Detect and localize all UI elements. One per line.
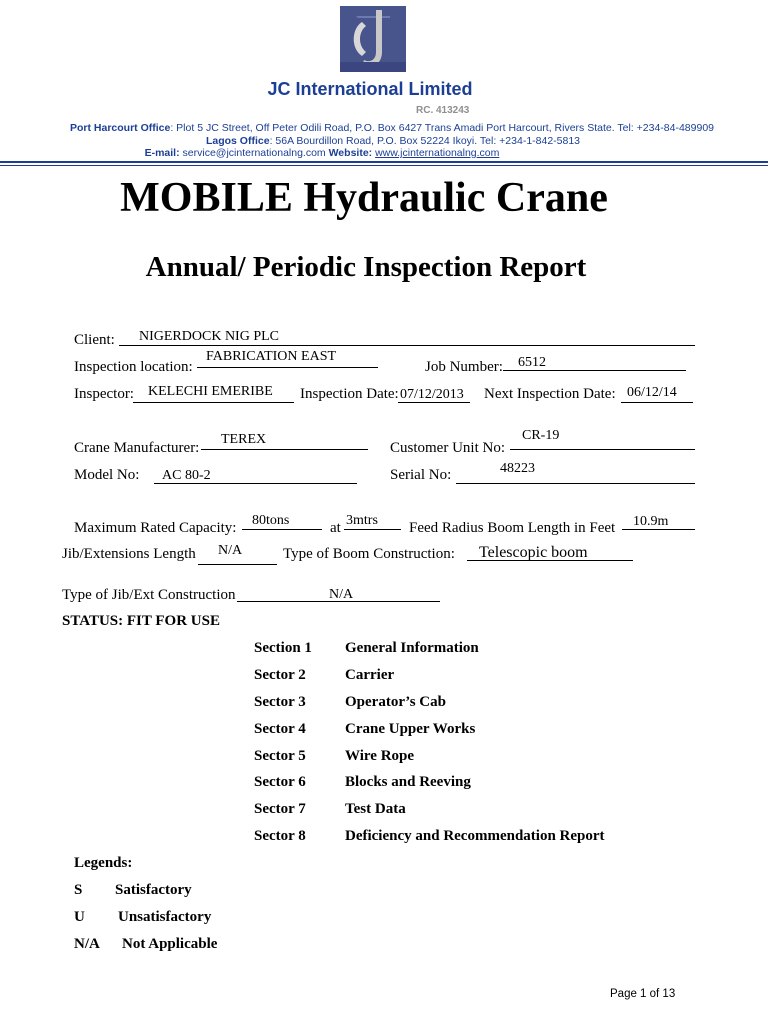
lagos-label: Lagos Office xyxy=(205,135,270,147)
header-rule-thin xyxy=(0,165,768,166)
model-label: Model No: xyxy=(74,467,140,483)
email-label: E-mail: xyxy=(144,147,183,159)
inspector-underline xyxy=(133,402,294,403)
feed-radius-label: Feed Radius Boom Length in Feet xyxy=(409,520,616,536)
email-link[interactable]: service@jcinternationalng.com xyxy=(182,147,326,159)
website-link[interactable]: www.jcinternationalng.com xyxy=(375,147,500,159)
legend-code: S xyxy=(74,882,83,898)
customer-unit-value[interactable]: CR-19 xyxy=(522,428,560,443)
section-name: Blocks and Reeving xyxy=(345,774,471,790)
lagos-address-line xyxy=(0,135,768,147)
website-label: Website: xyxy=(325,147,376,159)
capacity-underline xyxy=(242,529,322,530)
registration-number: RC. 413243 xyxy=(416,105,470,116)
location-value[interactable]: FABRICATION EAST xyxy=(206,349,337,364)
next-date-label: Next Inspection Date: xyxy=(484,386,616,402)
manufacturer-underline xyxy=(201,449,368,450)
status-text: STATUS: FIT FOR USE xyxy=(62,613,220,629)
job-number-value[interactable]: 6512 xyxy=(518,355,546,370)
section-name: General Information xyxy=(345,640,479,656)
section-number: Sector 4 xyxy=(254,721,306,737)
section-number: Section 1 xyxy=(254,640,312,656)
legend-code: N/A xyxy=(74,936,100,952)
section-name: Carrier xyxy=(345,667,395,683)
inspector-label: Inspector: xyxy=(74,386,134,402)
location-underline xyxy=(197,367,378,368)
boom-type-label: Type of Boom Construction: xyxy=(283,546,455,562)
section-name: Deficiency and Recommendation Report xyxy=(345,828,605,844)
serial-underline xyxy=(456,483,695,484)
location-label: Inspection location: xyxy=(74,359,193,375)
feed-radius-value[interactable]: 10.9m xyxy=(633,514,669,529)
company-name: JC International Limited xyxy=(267,79,473,99)
next-date-underline xyxy=(621,402,693,403)
port-harcourt-label: Port Harcourt Office xyxy=(69,122,171,134)
inspection-date-label: Inspection Date: xyxy=(300,386,399,402)
document-title: MOBILE Hydraulic Crane xyxy=(120,175,608,221)
legend-code: U xyxy=(74,909,85,925)
jib-construction-value[interactable]: N/A xyxy=(329,587,354,602)
section-name: Wire Rope xyxy=(345,748,415,764)
legends-title: Legends: xyxy=(74,855,133,871)
section-name: Crane Upper Works xyxy=(345,721,476,737)
page-number: Page 1 of 13 xyxy=(610,988,676,1000)
port-harcourt-address: : Plot 5 JC Street, Off Peter Odili Road, P.O. Box 6427 Trans Amadi Port Harcourt, Rivers State. Tel: +234-84-489909 xyxy=(170,122,714,134)
manufacturer-value[interactable]: TEREX xyxy=(221,432,267,447)
section-name: Operator’s Cab xyxy=(345,694,446,710)
customer-unit-label: Customer Unit No: xyxy=(390,440,505,456)
contact-line xyxy=(0,147,644,159)
client-value[interactable]: NIGERDOCK NIG PLC xyxy=(139,329,279,344)
section-number: Sector 6 xyxy=(254,774,306,790)
capacity-value[interactable]: 80tons xyxy=(252,513,290,528)
jib-length-value[interactable]: N/A xyxy=(218,543,243,558)
manufacturer-label: Crane Manufacturer: xyxy=(74,440,200,456)
lagos-address: : 56A Bourdillon Road, P.O. Box 52224 Ikoyi. Tel: +234-1-842-5813 xyxy=(269,135,581,147)
company-logo xyxy=(340,6,406,72)
at-label: at xyxy=(330,520,341,536)
jib-length-underline xyxy=(198,564,277,565)
serial-label: Serial No: xyxy=(390,467,452,483)
jib-construction-label: Type of Jib/Ext Construction xyxy=(62,587,236,603)
document-subtitle: Annual/ Periodic Inspection Report xyxy=(145,251,587,283)
model-value[interactable]: AC 80-2 xyxy=(162,468,211,483)
customer-unit-underline xyxy=(510,449,695,450)
job-number-label: Job Number: xyxy=(425,359,503,375)
inspector-value[interactable]: KELECHI EMERIBE xyxy=(148,384,273,399)
legend-meaning: Unsatisfactory xyxy=(118,909,212,925)
client-underline xyxy=(119,345,695,346)
inspection-date-value[interactable]: 07/12/2013 xyxy=(400,387,464,402)
section-number: Sector 3 xyxy=(254,694,306,710)
next-date-value[interactable]: 06/12/14 xyxy=(627,385,677,400)
at-value[interactable]: 3mtrs xyxy=(346,513,378,528)
legend-meaning: Satisfactory xyxy=(115,882,192,898)
section-number: Sector 2 xyxy=(254,667,306,683)
jib-length-label: Jib/Extensions Length xyxy=(62,546,196,562)
section-number: Sector 5 xyxy=(254,748,306,764)
client-label: Client: xyxy=(74,332,115,348)
port-harcourt-address-line xyxy=(0,122,768,134)
section-number: Sector 8 xyxy=(254,828,306,844)
header-rule-thick xyxy=(0,161,768,163)
legend-meaning: Not Applicable xyxy=(122,936,218,952)
at-underline xyxy=(344,529,401,530)
capacity-label: Maximum Rated Capacity: xyxy=(74,520,237,536)
section-number: Sector 7 xyxy=(254,801,306,817)
serial-value[interactable]: 48223 xyxy=(500,461,535,476)
boom-type-value[interactable]: Telescopic boom xyxy=(479,544,588,561)
section-name: Test Data xyxy=(345,801,406,817)
